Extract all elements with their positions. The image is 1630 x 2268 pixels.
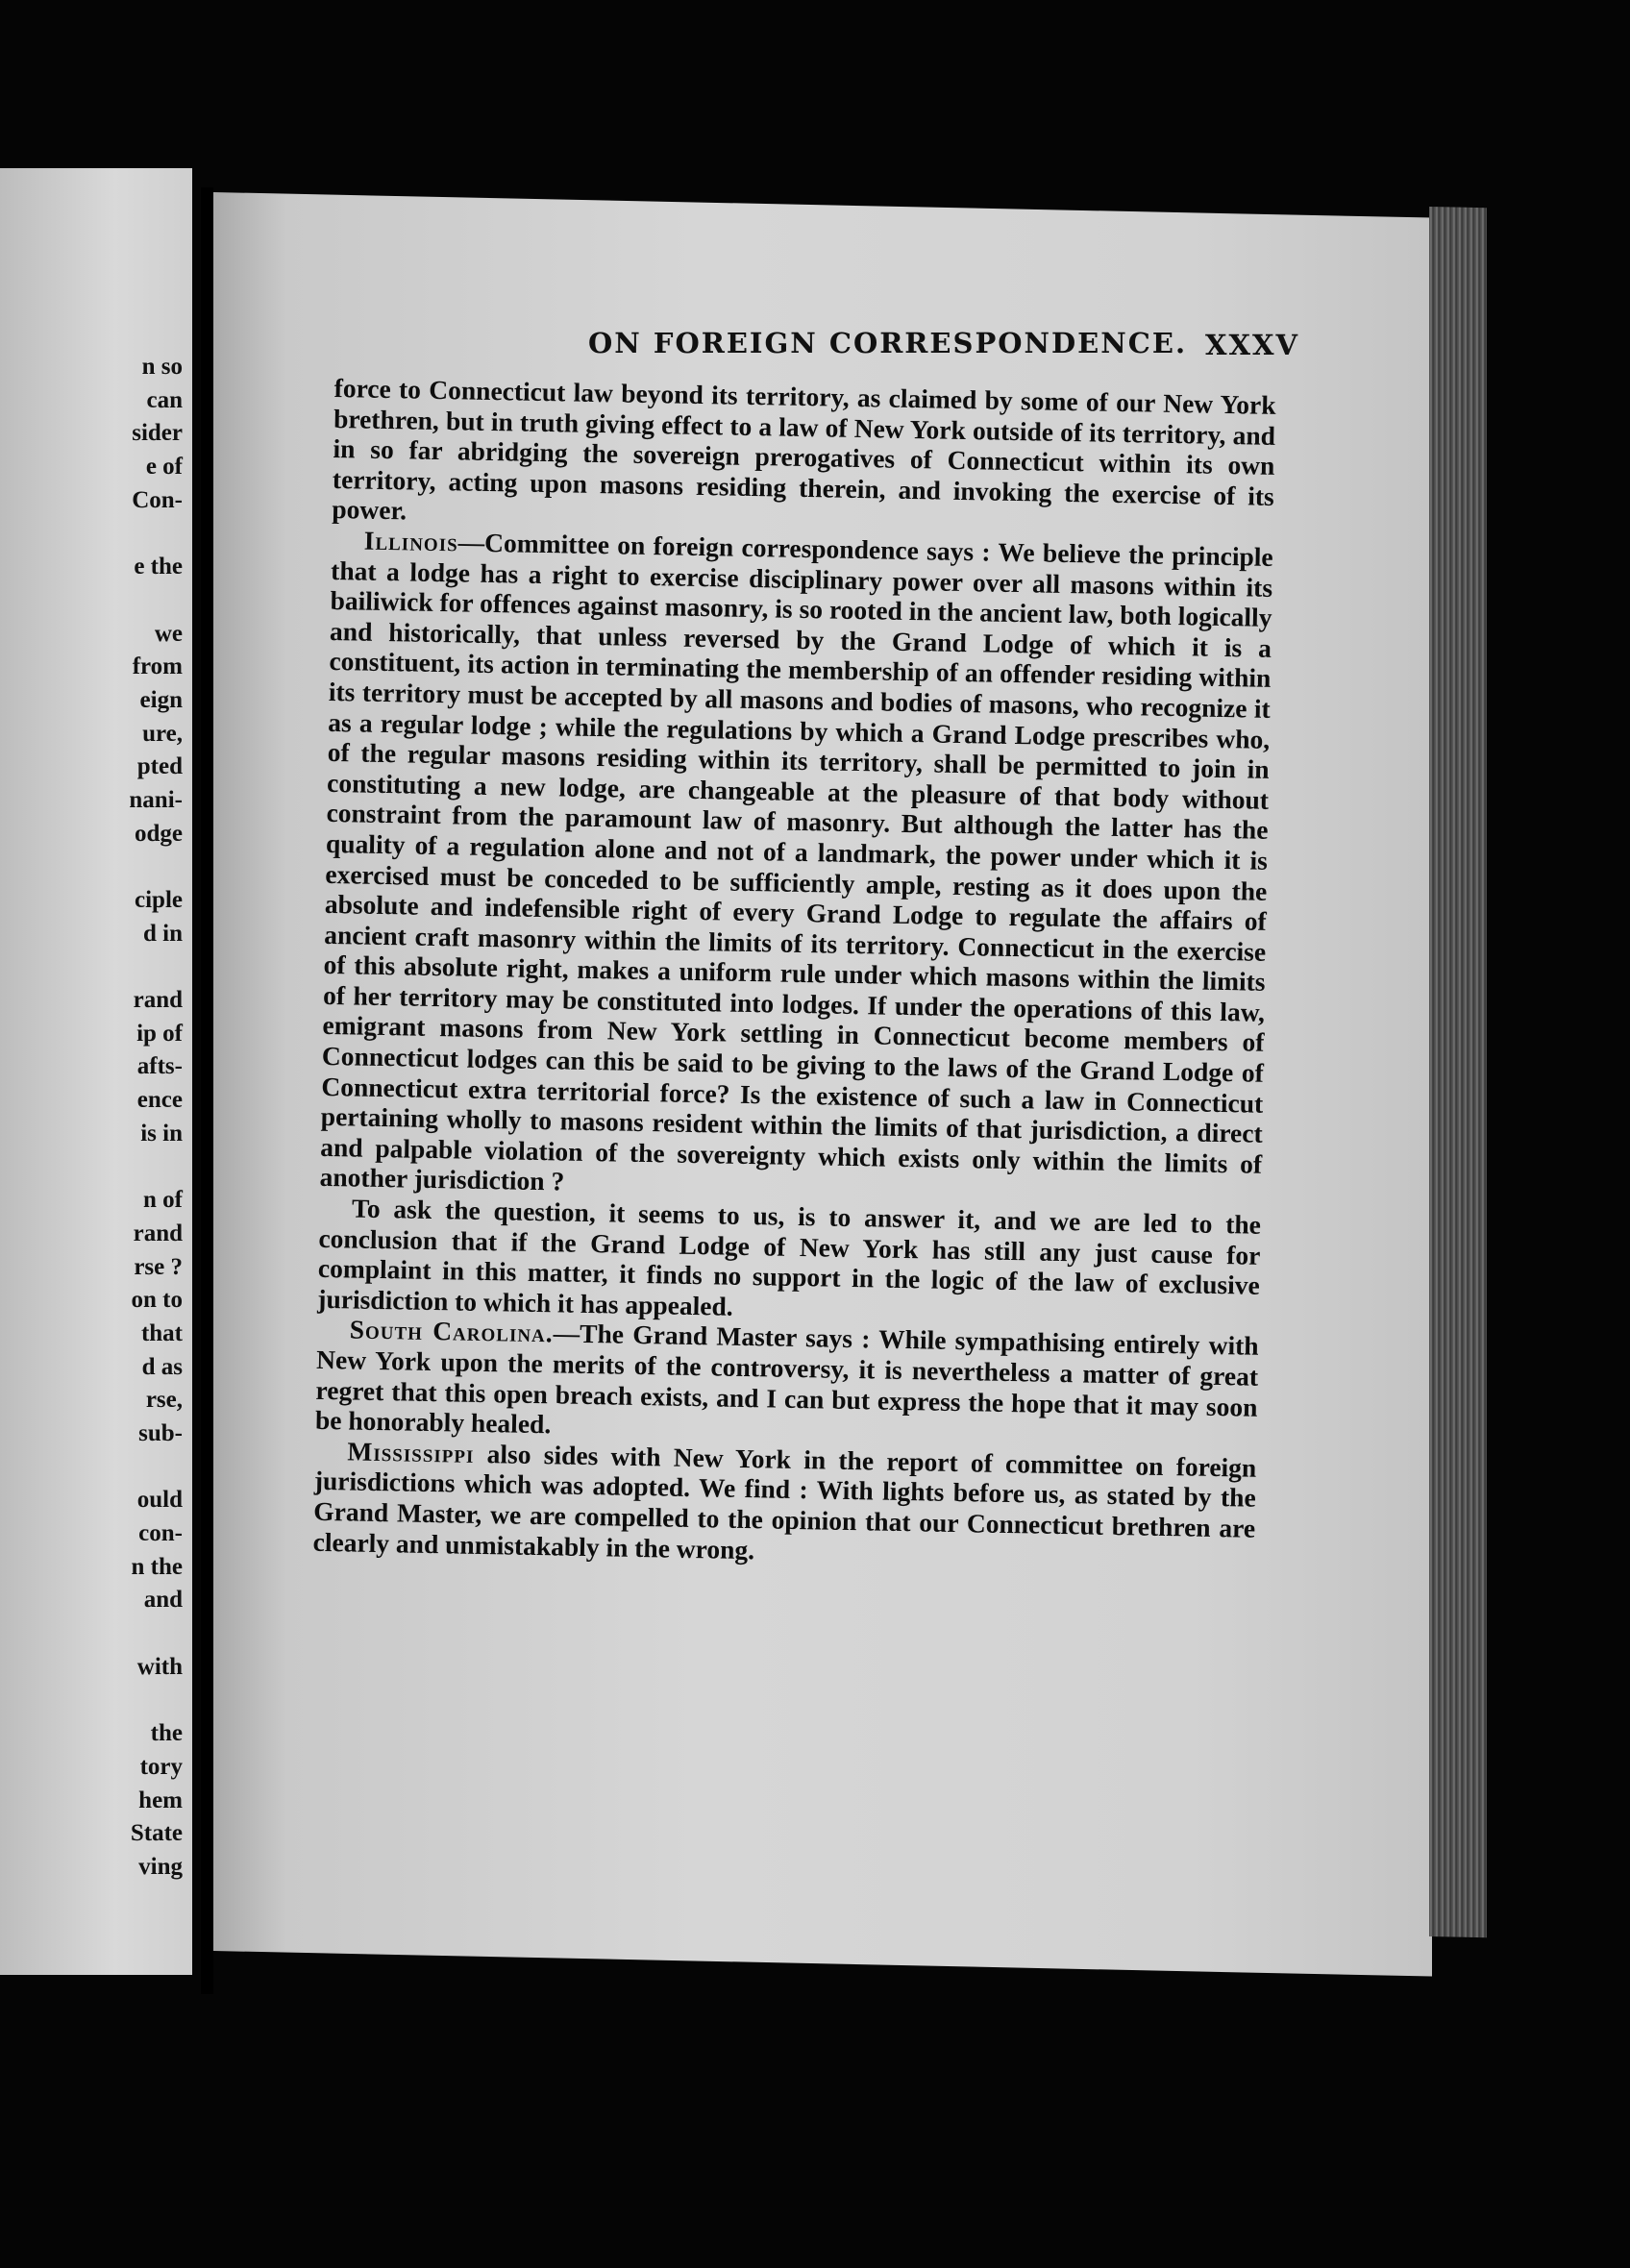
- page-number: XXXV: [1204, 329, 1299, 361]
- facing-page-line: n of: [143, 1187, 183, 1214]
- facing-page-line: rse,: [145, 1387, 183, 1414]
- facing-page-line: ould: [136, 1487, 183, 1514]
- paragraph-illinois-text: —Committee on foreign correspondence says : We believe the principle that a lodge has a right to exercise disciplinary power over all masons within its bailiwick for offences against masonry, is so rooted in the ancient law, both logically and historically, that unless reversed by the Grand Lodge of which it is a constituent, its action in terminating the membership of an offender residing within its territory must be accepted by all masons and bodies of masons, who recognize it as a regular lodge ; while the regulations by which a Grand Lodge prescribes who, of the regular masons residing within its territory, shall be permitted to join in constituting a new lodge, are changeable at the pleasure of that body without constraint from the paramount law of masonry. But although the latter has the quality of a regulation alone and not of a landmark, the power under which it is exercised must be conceded to be sufficiently ample, resting as it does upon the absolute and indefensible right of every Grand Lodge to regulate the affairs of ancient craft masonry within the limits of its territory. Connecticut in the exercise of this absolute right, makes a uniform rule under which masons within the limits of her territory may be constituted into lodges. If under the operations of this law, emigrant masons from New York settling in Connecticut become members of Connecticut lodges can this be said to be giving to the laws of the Grand Lodge of Connecticut extra territorial force? Is the existence of such a law in Connecticut pertaining wholly to masons resident within the limits of that jurisdiction, a direct and palpable violation of the sovereignty which exists only within the limits of another jurisdiction ?: [319, 527, 1273, 1196]
- facing-page-line: ence: [136, 1087, 183, 1114]
- facing-page-line: [129, 850, 183, 884]
- facing-page-line: sider: [132, 420, 183, 447]
- facing-page-line: afts-: [136, 1053, 183, 1080]
- paragraph-continuation: force to Connecticut law beyond its territory, as claimed by some of our New York brethren, but in truth giving effect to a law of New York outside of its territory, and in so far abridging the sovereign prerogatives of Connecticut within its own territory, acting upon masons residing therein, and invoking the exercise of its power.: [332, 373, 1276, 526]
- facing-page-line: d as: [141, 1353, 183, 1380]
- facing-page-line: with: [136, 1653, 183, 1680]
- facing-page-line: [129, 1685, 183, 1718]
- facing-page-line: odge: [135, 820, 183, 847]
- paragraph-south-carolina-text: —The Grand Master says : While sympathising entirely with New York upon the merits of the controversy, it is nevertheless a matter of great regret that this open breach exists, and I can but express the hope that it may soon be honorably healed.: [314, 1318, 1259, 1440]
- facing-page-line: n so: [141, 354, 183, 380]
- facing-page-line: [129, 517, 183, 551]
- facing-page-line: e of: [145, 454, 183, 481]
- facing-page-line: is in: [140, 1120, 183, 1146]
- state-heading-mississippi: Mississippi: [347, 1436, 475, 1468]
- paragraph-conclusion: To ask the question, it seems to us, is to answer it, and we are led to the conclusion that if the Grand Lodge of New York has still any just cause for complaint in this matter, it finds no support in the logic of the law of exclusive jurisdiction to which it has appealed.: [317, 1193, 1262, 1321]
- facing-page-line: [129, 950, 183, 984]
- facing-page-line: rand: [133, 987, 183, 1014]
- facing-page-line: from: [132, 653, 183, 680]
- facing-page-line: [129, 1151, 183, 1185]
- facing-page-line: nani-: [129, 786, 183, 813]
- paragraph-mississippi-text: also sides with New York in the report of committee on foreign jurisdictions which was adopted. We find : With lights before us, as stated by the Grand Master, we are compelled to the opinion that our Connecticut brethren are clearly and unmistakably in the wrong.: [312, 1438, 1257, 1565]
- facing-page-line: [129, 1617, 183, 1651]
- facing-page-line: rse ?: [134, 1253, 183, 1280]
- facing-page-line: tory: [139, 1753, 183, 1780]
- facing-page-line: eign: [139, 686, 183, 713]
- state-heading-illinois: Illinois: [363, 525, 458, 557]
- facing-page-line: pted: [136, 753, 183, 780]
- facing-page-line: on to: [131, 1287, 183, 1314]
- paragraph-illinois: [319, 525, 1273, 1210]
- facing-page-line: sub-: [138, 1420, 183, 1446]
- body-text: [312, 373, 1275, 1574]
- facing-page-line: ving: [138, 1853, 183, 1880]
- facing-page-line: hem: [138, 1787, 183, 1813]
- facing-page-line: State: [130, 1820, 183, 1847]
- facing-page-line: ciple: [135, 887, 183, 913]
- page-header: [213, 327, 1299, 365]
- facing-page-line: [129, 1451, 183, 1485]
- facing-page-line: the: [150, 1720, 183, 1747]
- facing-page-line: n the: [131, 1553, 183, 1580]
- paragraph-south-carolina: [315, 1314, 1259, 1452]
- facing-page-line: d in: [142, 920, 183, 947]
- book-gutter: [201, 187, 213, 1994]
- facing-page-line: that: [140, 1319, 183, 1346]
- facing-page-line: and: [143, 1587, 183, 1614]
- facing-page-text: [129, 351, 183, 1885]
- page-edges: [1429, 207, 1487, 1937]
- facing-page-line: can: [146, 386, 183, 413]
- facing-page-line: rand: [133, 1220, 183, 1246]
- running-head: ON FOREIGN CORRESPONDENCE.: [588, 327, 1188, 359]
- facing-page-line: we: [154, 620, 183, 647]
- facing-page-line: Con-: [132, 486, 183, 513]
- facing-page-line: ure,: [142, 720, 183, 747]
- facing-page-line: e the: [134, 554, 183, 580]
- facing-page: [0, 168, 192, 1975]
- paragraph-mississippi: [312, 1436, 1256, 1574]
- state-heading-south-carolina: South Carolina.: [349, 1314, 554, 1348]
- facing-page-line: ip of: [136, 1020, 183, 1047]
- facing-page-line: [129, 584, 183, 618]
- facing-page-line: con-: [138, 1520, 183, 1547]
